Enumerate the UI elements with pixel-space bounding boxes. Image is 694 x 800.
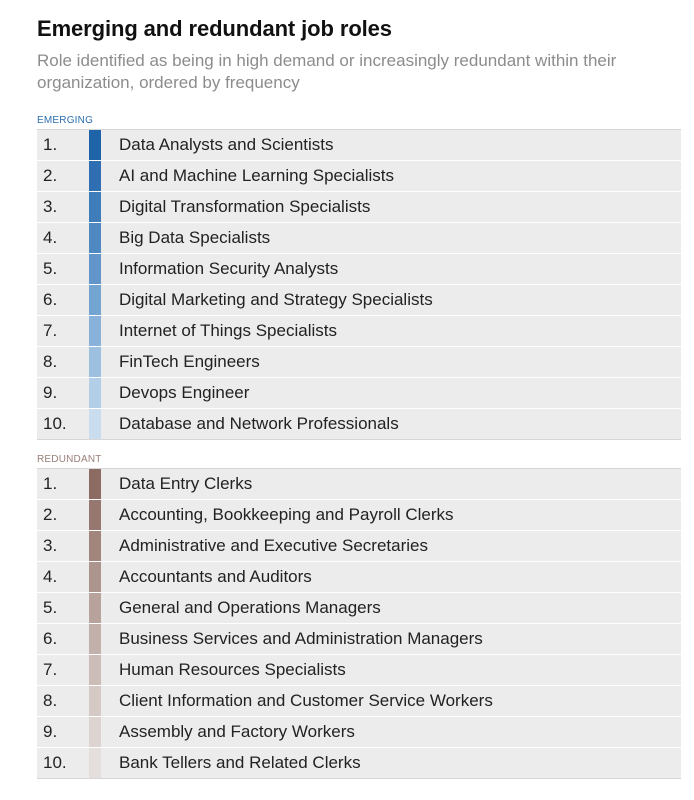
redundant-row (37, 686, 681, 717)
color-swatch (89, 130, 101, 160)
color-swatch (89, 316, 101, 346)
color-swatch (89, 531, 101, 561)
redundant-row (37, 655, 681, 686)
redundant-row (37, 624, 681, 655)
role-name: Internet of Things Specialists (119, 321, 337, 340)
rank-number: 10. (43, 753, 67, 772)
rank-number: 7. (43, 660, 58, 679)
role-name: Client Information and Customer Service Workers (119, 691, 493, 710)
redundant-row (37, 593, 681, 624)
emerging-row (37, 192, 681, 223)
emerging-row (37, 316, 681, 347)
role-name: Devops Engineer (119, 383, 250, 402)
emerging-row (37, 254, 681, 285)
color-swatch (89, 748, 101, 778)
color-swatch (89, 409, 101, 439)
role-name: Human Resources Specialists (119, 660, 346, 679)
rank-number: 10. (43, 414, 67, 433)
color-swatch (89, 717, 101, 747)
section-label-emerging: EMERGING (37, 115, 94, 126)
role-name: FinTech Engineers (119, 352, 260, 371)
redundant-row (37, 531, 681, 562)
role-name: AI and Machine Learning Specialists (119, 166, 394, 185)
role-name: Accountants and Auditors (119, 567, 312, 586)
emerging-row (37, 347, 681, 378)
rank-number: 9. (43, 383, 58, 402)
rank-number: 6. (43, 290, 58, 309)
color-swatch (89, 192, 101, 222)
role-name: Data Analysts and Scientists (119, 135, 334, 154)
rank-number: 3. (43, 197, 58, 216)
emerging-row (37, 223, 681, 254)
rank-number: 8. (43, 352, 58, 371)
role-name: Big Data Specialists (119, 228, 271, 247)
color-swatch (89, 624, 101, 654)
role-name: Information Security Analysts (119, 259, 339, 278)
chart-container (37, 0, 681, 779)
rank-number: 7. (43, 321, 58, 340)
rank-number: 6. (43, 629, 58, 648)
rank-number: 4. (43, 567, 58, 586)
rank-number: 4. (43, 228, 58, 247)
color-swatch (89, 562, 101, 592)
redundant-row (37, 748, 681, 779)
emerging-row (37, 161, 681, 192)
role-name: Bank Tellers and Related Clerks (119, 753, 361, 772)
rank-number: 5. (43, 259, 58, 278)
rank-number: 8. (43, 691, 58, 710)
emerging-row (37, 130, 681, 161)
color-swatch (89, 469, 101, 499)
color-swatch (89, 655, 101, 685)
rank-number: 1. (43, 474, 58, 493)
role-name: Administrative and Executive Secretaries (119, 536, 428, 555)
emerging-row (37, 409, 681, 440)
color-swatch (89, 161, 101, 191)
emerging-row (37, 285, 681, 316)
emerging-list (37, 129, 681, 440)
rank-number: 2. (43, 166, 58, 185)
chart-subtitle: Role identified as being in high demand or increasingly redundant within their organization, ordered by frequency (37, 51, 617, 92)
color-swatch (89, 593, 101, 623)
role-name: Database and Network Professionals (119, 414, 399, 433)
chart-title: Emerging and redundant job roles (37, 16, 392, 41)
rank-number: 5. (43, 598, 58, 617)
color-swatch (89, 686, 101, 716)
role-name: Digital Marketing and Strategy Specialists (119, 290, 433, 309)
redundant-row (37, 717, 681, 748)
rank-number: 2. (43, 505, 58, 524)
color-swatch (89, 378, 101, 408)
role-name: General and Operations Managers (119, 598, 381, 617)
rank-number: 3. (43, 536, 58, 555)
color-swatch (89, 347, 101, 377)
color-swatch (89, 285, 101, 315)
color-swatch (89, 500, 101, 530)
rank-number: 1. (43, 135, 58, 154)
role-name: Data Entry Clerks (119, 474, 253, 493)
role-name: Assembly and Factory Workers (119, 722, 355, 741)
role-name: Business Services and Administration Managers (119, 629, 483, 648)
redundant-row (37, 562, 681, 593)
color-swatch (89, 223, 101, 253)
color-swatch (89, 254, 101, 284)
emerging-row (37, 378, 681, 409)
redundant-row (37, 469, 681, 500)
section-label-redundant: REDUNDANT (37, 454, 102, 465)
role-name: Digital Transformation Specialists (119, 197, 371, 216)
role-name: Accounting, Bookkeeping and Payroll Clerks (119, 505, 454, 524)
redundant-list (37, 468, 681, 779)
redundant-row (37, 500, 681, 531)
rank-number: 9. (43, 722, 58, 741)
